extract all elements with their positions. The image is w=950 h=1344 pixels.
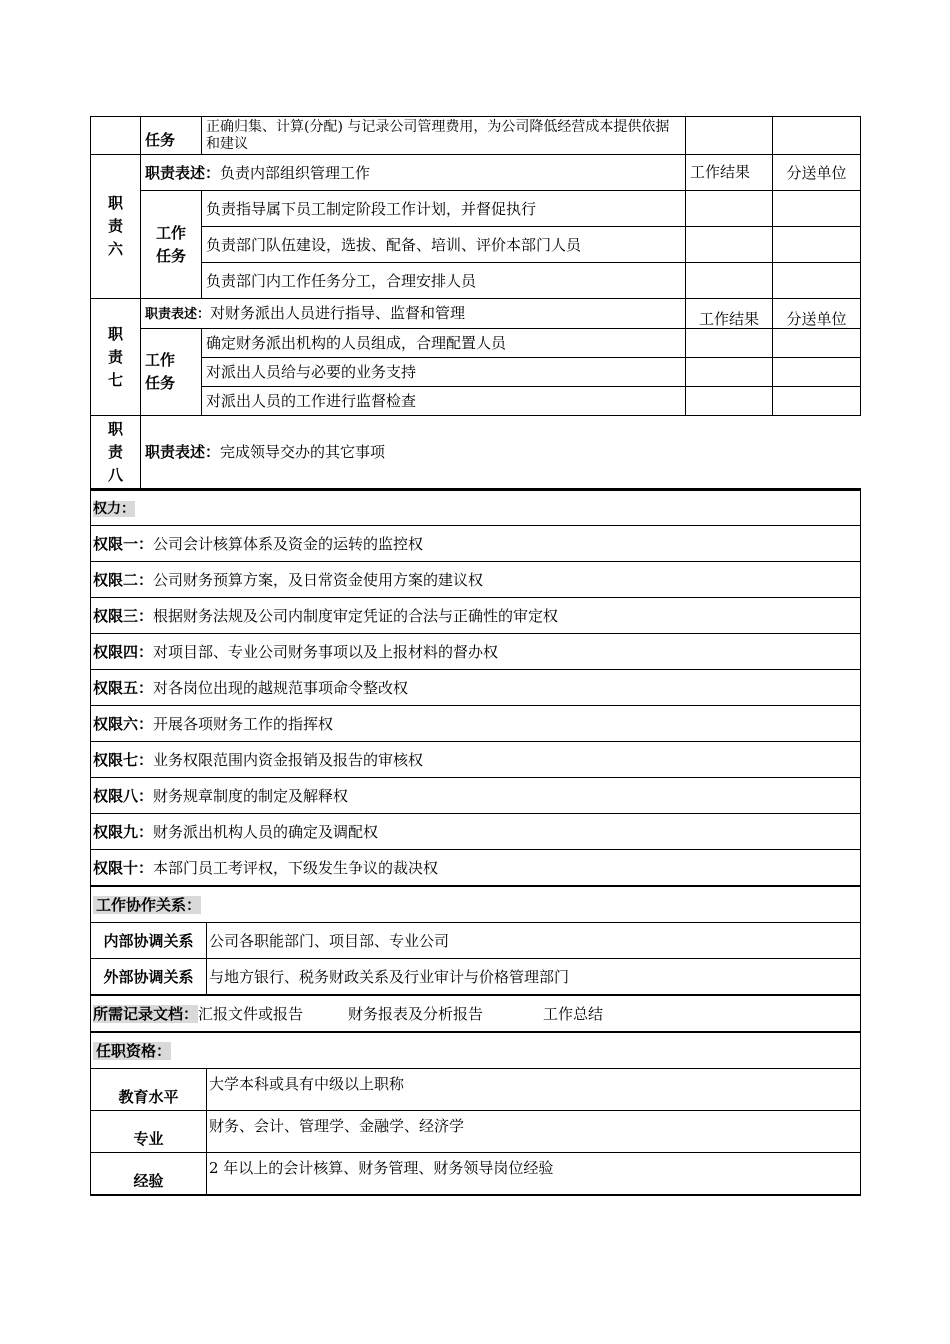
duty8-desc-label: 职责表述： (145, 443, 221, 461)
qualifications-heading-row (91, 1032, 861, 1069)
external-relation-row (91, 959, 861, 996)
power-label: 权限五： (93, 678, 154, 697)
power-text: 开展各项财务工作的指挥权 (153, 714, 334, 733)
power-row (91, 598, 861, 634)
power-text: 财务派出机构人员的确定及调配权 (153, 822, 379, 841)
power-text: 根据财务法规及公司内制度审定凭证的合法与正确性的审定权 (153, 606, 559, 625)
power-row (91, 562, 861, 598)
powers-table (90, 489, 861, 1196)
power-text: 对项目部、专业公司财务事项以及上报材料的督办权 (153, 642, 499, 661)
duty8-desc-text: 完成领导交办的其它事项 (220, 443, 386, 461)
internal-relation-label: 内部协调关系 (91, 923, 207, 959)
relations-heading-row (91, 886, 861, 923)
power-row (91, 706, 861, 742)
job-description-document (90, 116, 860, 1196)
qualification-text: 大学本科或具有中级以上职称 (207, 1069, 861, 1111)
duty6-task-3: 负责部门内工作任务分工，合理安排人员 (202, 263, 686, 299)
duty7-task-label: 工作 任务 (141, 329, 202, 416)
internal-relation-row (91, 923, 861, 959)
power-text: 本部门员工考评权，下级发生争议的裁决权 (153, 858, 439, 877)
duty7-result-header: 工作结果 (686, 299, 773, 329)
record-item: 工作总结 (543, 1004, 604, 1023)
power-text: 财务规章制度的制定及解释权 (153, 786, 349, 805)
power-label: 权限八： (93, 786, 154, 805)
power-label: 权限一： (93, 534, 154, 553)
powers-heading-row (91, 490, 861, 526)
duty5-task-row (91, 117, 861, 155)
power-text: 公司财务预算方案，及日常资金使用方案的建议权 (153, 570, 484, 589)
power-text: 对各岗位出现的越规范事项命令整改权 (153, 678, 409, 697)
record-item: 财务报表及分析报告 (348, 1004, 484, 1023)
task-text: 正确归集、计算(分配) 与记录公司管理费用，为公司降低经营成本提供依据和建议 (202, 117, 686, 155)
power-row (91, 814, 861, 850)
duty6-task-row (91, 191, 861, 227)
power-text: 业务权限范围内资金报销及报告的审核权 (153, 750, 424, 769)
duty6-task-2: 负责部门队伍建设，选拔、配备、培训、评价本部门人员 (202, 227, 686, 263)
duty7-task-row (91, 358, 861, 387)
duty7-dest-header: 分送单位 (773, 299, 861, 329)
qualifications-heading: 任职资格： (93, 1042, 171, 1060)
external-relation-text: 与地方银行、税务财政关系及行业审计与价格管理部门 (207, 959, 861, 996)
powers-heading: 权力： (93, 500, 135, 517)
power-label: 权限二： (93, 570, 154, 589)
qualification-row (91, 1153, 861, 1196)
duty6-task-label: 工作 任务 (141, 191, 202, 299)
duty6-task-1: 负责指导属下员工制定阶段工作计划，并督促执行 (202, 191, 686, 227)
qualification-label: 教育水平 (91, 1069, 207, 1111)
duty7-task-2: 对派出人员给与必要的业务支持 (202, 358, 686, 387)
duty7-desc-text: 对财务派出人员进行指导、监督和管理 (210, 303, 466, 322)
records-label: 所需记录文档： (93, 1004, 199, 1023)
qualification-label: 经验 (91, 1153, 207, 1196)
power-row (91, 742, 861, 778)
power-label: 权限十： (93, 858, 154, 877)
records-row (91, 995, 861, 1032)
duty6-task-row (91, 227, 861, 263)
power-text: 公司会计核算体系及资金的运转的监控权 (153, 534, 424, 553)
duty6-desc-label: 职责表述： (145, 163, 221, 182)
external-relation-label: 外部协调关系 (91, 959, 207, 996)
duty6-dest-header: 分送单位 (773, 155, 861, 191)
power-row (91, 634, 861, 670)
power-row (91, 778, 861, 814)
qualification-text: 财务、会计、管理学、金融学、经济学 (207, 1111, 861, 1153)
duties-table (90, 116, 861, 489)
power-label: 权限六： (93, 714, 154, 733)
power-label: 权限四： (93, 642, 154, 661)
duty7-task-row (91, 329, 861, 358)
power-row (91, 670, 861, 706)
qualification-text: 2 年以上的会计核算、财务管理、财务领导岗位经验 (207, 1153, 861, 1196)
internal-relation-text: 公司各职能部门、项目部、专业公司 (207, 923, 861, 959)
duty6-desc-row (91, 155, 861, 191)
duty6-task-row (91, 263, 861, 299)
duty7-desc-row (91, 299, 861, 329)
task-label: 任务 (141, 117, 202, 155)
duty6-result-header: 工作结果 (686, 155, 773, 191)
power-row (91, 526, 861, 562)
duty7-task-1: 确定财务派出机构的人员组成，合理配置人员 (202, 329, 686, 358)
duty8-row (91, 416, 861, 489)
qualification-label: 专业 (91, 1111, 207, 1153)
duty8-label: 职 责 八 (91, 416, 141, 489)
power-row (91, 850, 861, 887)
duty6-desc-text: 负责内部组织管理工作 (220, 163, 371, 182)
power-label: 权限七： (93, 750, 154, 769)
duty7-task-row (91, 387, 861, 416)
power-label: 权限三： (93, 606, 154, 625)
qualification-row (91, 1069, 861, 1111)
duty6-label: 职 责 六 (91, 155, 141, 299)
record-item: 汇报文件或报告 (198, 1004, 304, 1023)
power-label: 权限九： (93, 822, 154, 841)
qualification-row (91, 1111, 861, 1153)
duty7-label: 职 责 七 (91, 299, 141, 416)
duty7-task-3: 对派出人员的工作进行监督检查 (202, 387, 686, 416)
duty7-desc-label: 职责表述： (145, 306, 211, 322)
relations-heading: 工作协作关系： (93, 896, 201, 914)
